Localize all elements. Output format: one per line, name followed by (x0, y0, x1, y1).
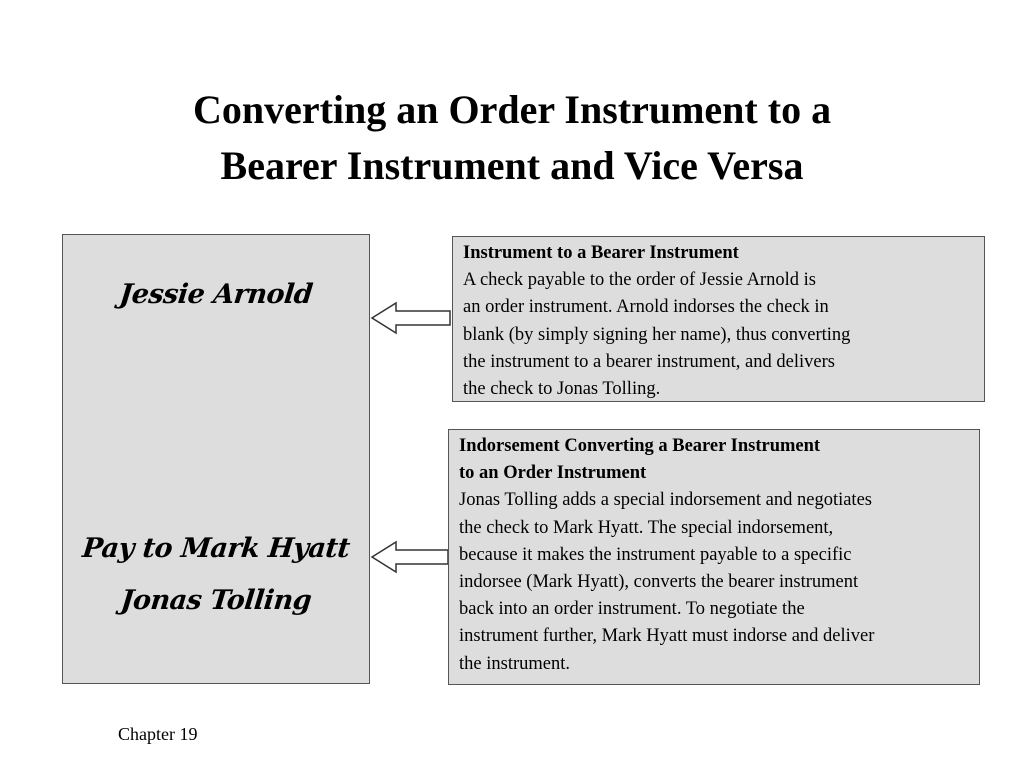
explanation-box-bearer-to-order (448, 429, 980, 685)
box-heading: Indorsement Converting a Bearer Instrument (459, 436, 821, 456)
title-line-1: Converting an Order Instrument to a (192, 87, 832, 132)
check-back-panel (62, 234, 370, 684)
box-text-line: the instrument to a bearer instrument, and delivers (463, 351, 835, 372)
box-text-line: instrument further, Mark Hyatt must indorse and deliver (459, 626, 875, 647)
slide-footer: Chapter 19 (118, 724, 198, 744)
box-heading: Instrument to a Bearer Instrument (463, 243, 739, 263)
box-text-line: the instrument. (459, 653, 570, 674)
box-text-line: an order instrument. Arnold indorses the check in (463, 297, 829, 318)
box-text-line: blank (by simply signing her name), thus converting (463, 324, 851, 345)
box-text-line: back into an order instrument. To negotiate the (459, 599, 805, 620)
explanation-box-order-to-bearer (452, 236, 985, 402)
box-text-line: A check payable to the order of Jessie Arnold is (463, 270, 816, 291)
box-text-line: Jonas Tolling adds a special indorsement and negotiates (459, 490, 872, 511)
special-indorsement-text: Pay to Mark Hyatt (80, 533, 352, 564)
slide-title (80, 82, 944, 194)
left-arrow-icon (370, 539, 452, 575)
box-text-line: because it makes the instrument payable to a specific (459, 544, 852, 565)
signature-jonas-tolling: Jonas Tolling (119, 585, 313, 616)
box-heading: to an Order Instrument (459, 463, 647, 484)
box-text-line: the check to Mark Hyatt. The special indorsement, (459, 517, 834, 538)
title-line-2: Bearer Instrument and Vice Versa (220, 143, 804, 188)
left-arrow-icon (370, 300, 454, 336)
signature-jessie-arnold: Jessie Arnold (118, 279, 314, 310)
box-text-line: indorsee (Mark Hyatt), converts the bearer instrument (459, 572, 859, 593)
box-text-line: the check to Jonas Tolling. (463, 379, 661, 400)
